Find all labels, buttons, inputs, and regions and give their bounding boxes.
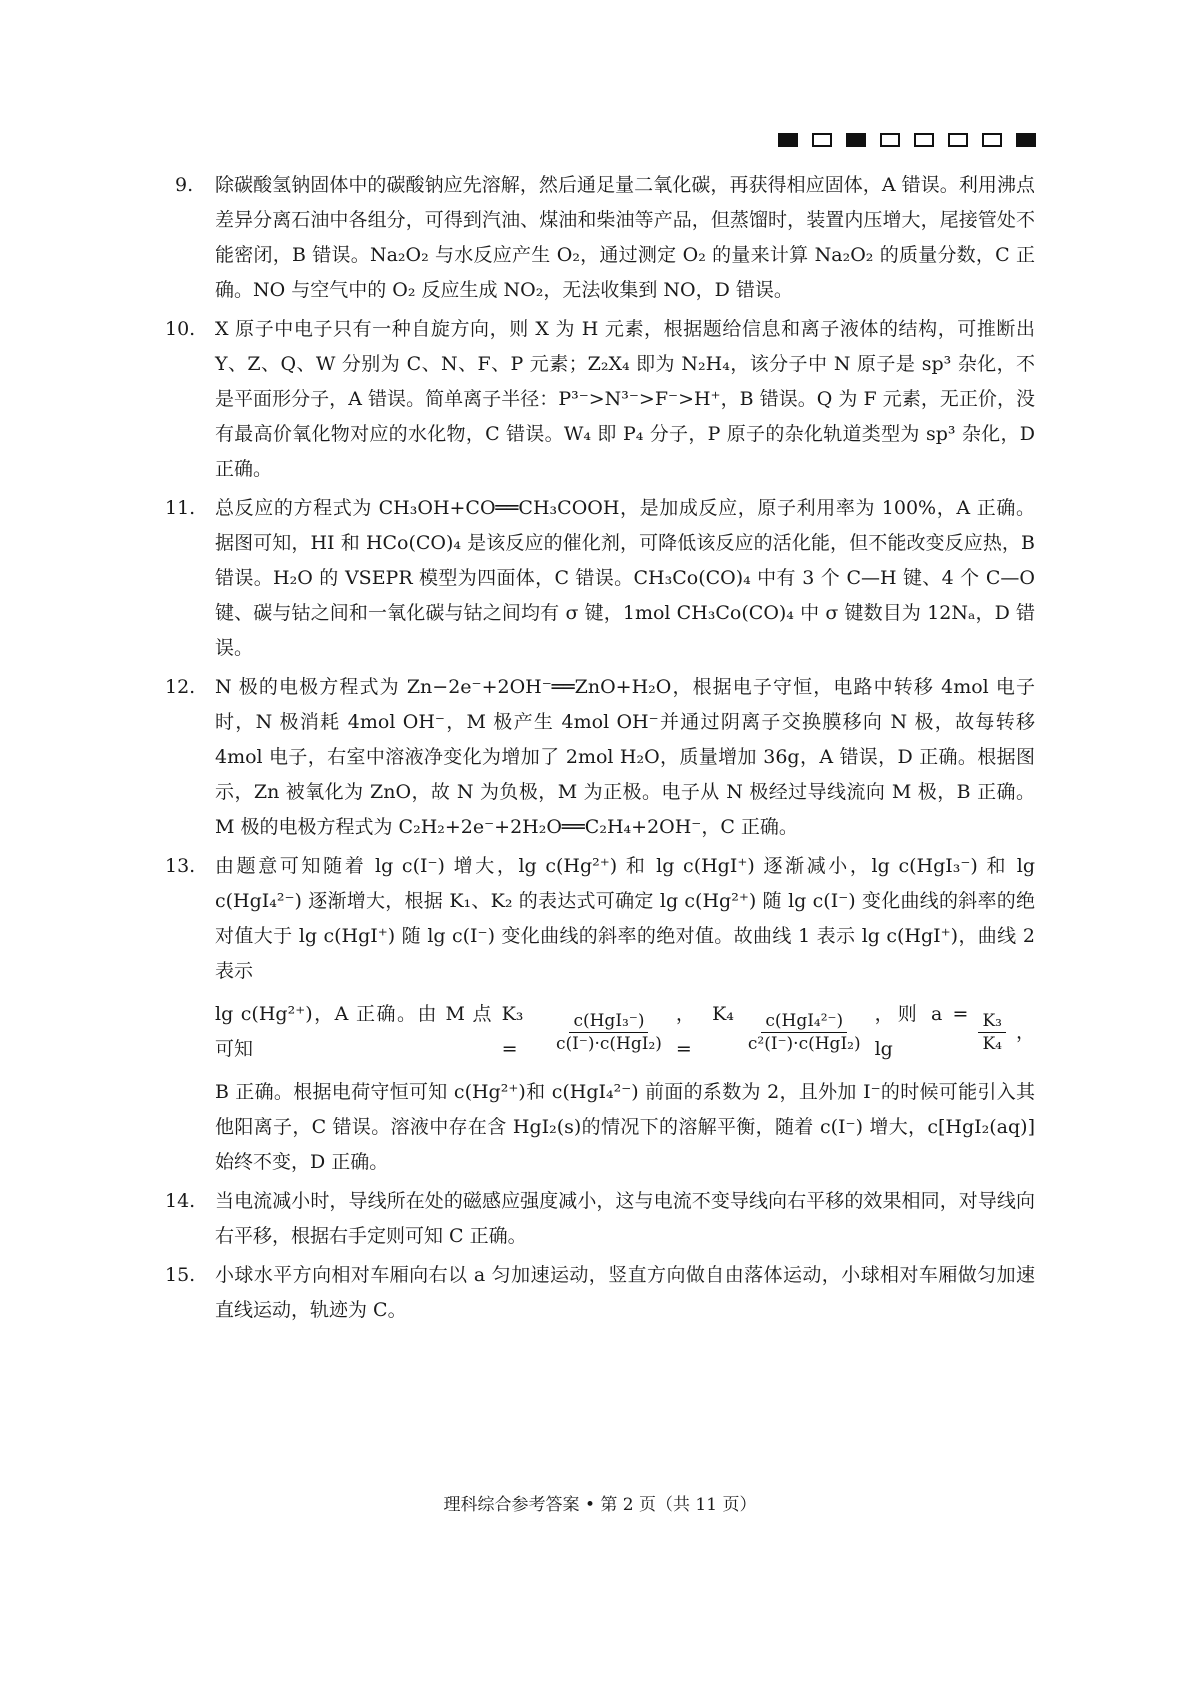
k3-label: K₃ = [501, 1003, 524, 1060]
formula-lead: lg c(Hg²⁺)，A 正确。由 M 点可知 [215, 1003, 492, 1060]
header-mark [880, 133, 900, 147]
answer-item [165, 1184, 1035, 1254]
item-number: 15. [165, 1264, 196, 1286]
answer-item [165, 312, 1035, 487]
header-marks [778, 133, 1036, 147]
header-mark [846, 133, 866, 147]
k4-denominator: c²(I⁻)·c(HgI₂) [747, 1033, 861, 1054]
item-number: 13. [165, 855, 196, 877]
a-tail: ， [1015, 1020, 1035, 1043]
item-body [215, 849, 1035, 1180]
a-label: ，则 a = lg [874, 1003, 969, 1060]
k4-numerator: c(HgI₄²⁻) [761, 1010, 847, 1033]
header-mark [982, 133, 1002, 147]
item-number: 10. [165, 318, 196, 340]
a-numerator: K₃ [978, 1010, 1006, 1033]
k4-label: ，K₄ = [675, 1003, 734, 1060]
item-text: 当电流减小时，导线所在处的磁感应强度减小，这与电流不变导线向右平移的效果相同，对导线向右平移，根据右手定则可知 C 正确。 [215, 1190, 1035, 1247]
item-text: X 原子中电子只有一种自旋方向，则 X 为 H 元素，根据题给信息和离子液体的结构，可推断出 Y、Z、Q、W 分别为 C、N、F、P 元素；Z₂X₄ 即为 N₂H₄，该分子中 N 原子是 sp³ 杂化，不是平面形分子，A 错误。简单离子半径：P³⁻>N³⁻>F⁻>H⁺，B 错误。Q 为 F 元素，无正价，没有最高价氧化物对应的水化物，C 错误。W₄ 即 P₄ 分子，P 原子的杂化轨道类型为 sp³ 杂化，D 正确。 [215, 318, 1035, 480]
answer-item [175, 168, 1035, 308]
item-text-part-a: 由题意可知随着 lg c(I⁻) 增大，lg c(Hg²⁺) 和 lg c(HgI⁺) 逐渐减小，lg c(HgI₃⁻) 和 lg c(HgI₄²⁻) 逐渐增大，根据 K₁、K₂ 的表达式可确定 lg c(Hg²⁺) 随 lg c(I⁻) 变化曲线的斜率的绝对值大于 lg c(HgI⁺) 随 lg c(I⁻) 变化曲线的斜率的绝对值。故曲线 1 表示 lg c(HgI⁺)，曲线 2 表示 [215, 855, 1035, 982]
page-footer: 理科综合参考答案 • 第 2 页（共 11 页） [443, 1495, 757, 1515]
item-number: 11. [165, 497, 196, 519]
item-text: 小球水平方向相对车厢向右以 a 匀加速运动，竖直方向做自由落体运动，小球相对车厢做匀加速直线运动，轨迹为 C。 [215, 1264, 1035, 1321]
answer-item [165, 849, 1035, 1180]
header-mark [778, 133, 798, 147]
item-number: 14. [165, 1190, 196, 1212]
answer-item [165, 670, 1035, 845]
header-mark [948, 133, 968, 147]
formula-line [215, 997, 1035, 1067]
answer-item [165, 491, 1035, 666]
item-number: 12. [165, 676, 196, 698]
item-text: 总反应的方程式为 CH₃OH+CO══CH₃COOH，是加成反应，原子利用率为 100%，A 正确。据图可知，HI 和 HCo(CO)₄ 是该反应的催化剂，可降低该反应的活化能，但不能改变反应热，B 错误。H₂O 的 VSEPR 模型为四面体，C 错误。CH₃Co(CO)₄ 中有 3 个 C—H 键、4 个 C—O 键、碳与钴之间和一氧化碳与钴之间均有 σ 键，1mol CH₃Co(CO)₄ 中 σ 键数目为 12Nₐ，D 错误。 [215, 497, 1035, 659]
k3-fraction [552, 1010, 666, 1055]
header-mark [1016, 133, 1036, 147]
k3-denominator: c(I⁻)·c(HgI₂) [556, 1033, 662, 1054]
k3-numerator: c(HgI₃⁻) [569, 1010, 648, 1033]
item-number: 9. [175, 174, 194, 196]
answer-item [165, 1258, 1035, 1328]
k4-fraction [744, 1010, 865, 1055]
header-mark [914, 133, 934, 147]
header-mark [812, 133, 832, 147]
a-denominator: K₄ [982, 1033, 1002, 1054]
answer-list [165, 168, 1035, 1332]
a-fraction [978, 1010, 1006, 1055]
item-text: 除碳酸氢钠固体中的碳酸钠应先溶解，然后通足量二氧化碳，再获得相应固体，A 错误。利用沸点差异分离石油中各组分，可得到汽油、煤油和柴油等产品，但蒸馏时，装置内压增大，尾接管处不能密闭，B 错误。Na₂O₂ 与水反应产生 O₂，通过测定 O₂ 的量来计算 Na₂O₂ 的质量分数，C 正确。NO 与空气中的 O₂ 反应生成 NO₂，无法收集到 NO，D 错误。 [215, 174, 1035, 301]
item-text: N 极的电极方程式为 Zn−2e⁻+2OH⁻══ZnO+H₂O，根据电子守恒，电路中转移 4mol 电子时，N 极消耗 4mol OH⁻，M 极产生 4mol OH⁻并通过阴离子交换膜移向 N 极，故每转移 4mol 电子，右室中溶液净变化为增加了 2mol H₂O，质量增加 36g，A 错误，D 正确。根据图示，Zn 被氧化为 ZnO，故 N 为负极，M 为正极。电子从 N 极经过导线流向 M 极，B 正确。M 极的电极方程式为 C₂H₂+2e⁻+2H₂O══C₂H₄+2OH⁻，C 正确。 [215, 676, 1035, 838]
item-text-part-b: B 正确。根据电荷守恒可知 c(Hg²⁺)和 c(HgI₄²⁻) 前面的系数为 2，且外加 I⁻的时候可能引入其他阳离子，C 错误。溶液中存在含 HgI₂(s)的情况下的溶解平衡，随着 c(I⁻) 增大，c[HgI₂(aq)]始终不变，D 正确。 [215, 1081, 1035, 1173]
